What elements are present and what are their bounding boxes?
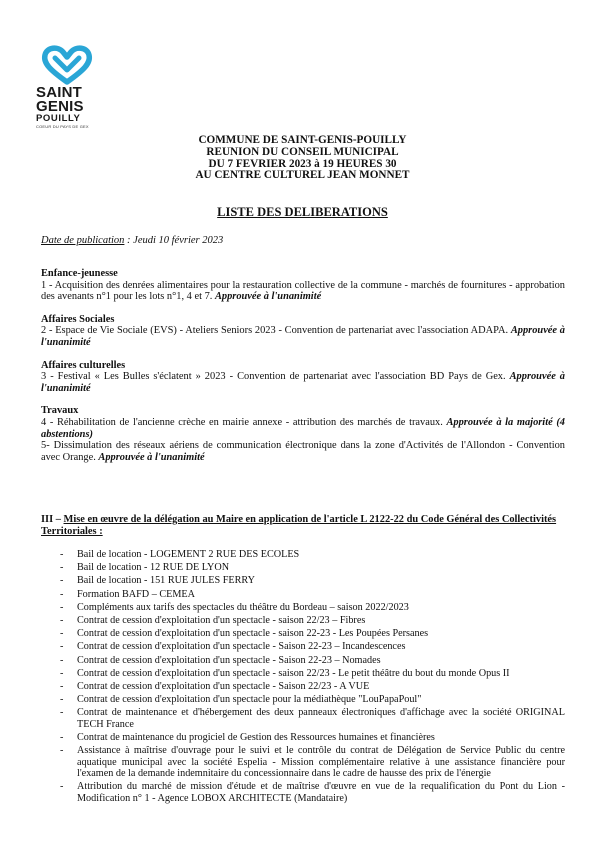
dash-bullet: -: [60, 562, 64, 574]
delegation-item: [41, 641, 565, 652]
deliberation-item: [41, 417, 565, 440]
header-line-2: REUNION DU CONSEIL MUNICIPAL: [206, 145, 399, 158]
delegation-text: Contrat de cession d'exploitation d'un spectacle - Saison 22-23 – Incandescences: [77, 641, 406, 653]
logo-text-line3: POUILLY: [36, 113, 81, 124]
delegation-item: [41, 745, 565, 779]
delegation-item: [41, 575, 565, 586]
delegation-item: [41, 694, 565, 705]
delegation-item: [41, 549, 565, 560]
part-three-prefix: III –: [41, 514, 64, 525]
dash-bullet: -: [60, 694, 64, 706]
deliberation-text: 5- Dissimulation des réseaux aériens de communication électronique dans la zone d'Activités de l'Allondon - Convention avec Orange.: [41, 440, 565, 463]
vote-status: Approuvée à l'unanimité: [41, 325, 566, 348]
section-travaux: [41, 405, 565, 463]
document-title-wrap: [0, 205, 595, 220]
delegation-text: Contrat de cession d'exploitation d'un spectacle - Saison 22/23 - A VUE: [77, 681, 370, 693]
deliberation-item: [41, 280, 565, 303]
publication-value: : Jeudi 10 février 2023: [124, 235, 224, 246]
part-three-heading: [41, 514, 565, 538]
dash-bullet: -: [60, 654, 64, 666]
vote-status: Approuvée à l'unanimité: [214, 291, 322, 303]
deliberations-list: [41, 268, 565, 474]
delegation-item: [41, 781, 565, 804]
delegation-item: [41, 681, 565, 692]
deliberation-text: 1 - Acquisition des denrées alimentaires pour la restauration collective de la commune - marchés de fournitures - approbation des avenants n°1 pour les lots n°1, 4 et 7.: [41, 279, 565, 303]
section-title: Enfance-jeunesse: [41, 268, 118, 279]
header-line-3: DU 7 FEVRIER 2023 à 19 HEURES 30: [208, 157, 397, 170]
deliberation-item: [41, 440, 565, 463]
part-three-title: Mise en œuvre de la délégation au Maire en application de l'article L 2122-22 du Code Général des Collectivités Territoriales :: [41, 514, 557, 537]
vote-status: Approuvée à l'unanimité: [98, 451, 205, 463]
dash-bullet: -: [60, 667, 64, 679]
delegation-text: Contrat de cession d'exploitation d'un spectacle - saison 22/23 – Fibres: [77, 615, 366, 627]
header-line-1: COMMUNE DE SAINT-GENIS-POUILLY: [198, 134, 407, 146]
delegation-text: Contrat de cession d'exploitation d'un spectacle pour la médiathèque "LouPapaPoul": [77, 694, 422, 706]
dash-bullet: -: [60, 707, 64, 719]
delegation-item: [41, 602, 565, 613]
delegation-item: [41, 562, 565, 573]
delegation-list: [41, 549, 565, 806]
section-title: Affaires culturelles: [41, 359, 126, 371]
document-title: LISTE DES DELIBERATIONS: [217, 205, 388, 219]
section-title: Affaires Sociales: [41, 313, 115, 325]
heart-logo-icon: [40, 44, 94, 86]
dash-bullet: -: [60, 641, 64, 653]
deliberation-item: [41, 325, 565, 348]
delegation-text: Assistance à maîtrise d'ouvrage pour le suivi et le contrôle du contrat de Délégation de Service Public du centre aquatique municipal avec la société Espelia - Mission complémentaire relative à une assistance financière pour l'examen de la demande indemnitaire du concessionnaire dans le cadre de hausse des prix de l'énergie: [77, 745, 565, 780]
dash-bullet: -: [60, 628, 64, 640]
delegation-item: [41, 668, 565, 679]
delegation-text: Contrat de maintenance et d'hébergement des deux panneaux électroniques d'affichage avec la société ORIGINAL TECH France: [77, 707, 565, 730]
dash-bullet: -: [60, 588, 64, 600]
delegation-text: Bail de location - 12 RUE DE LYON: [77, 562, 230, 574]
vote-status: Approuvée à l'unanimité: [41, 371, 566, 394]
dash-bullet: -: [60, 601, 64, 613]
delegation-text: Formation BAFD – CEMEA: [77, 588, 196, 600]
logo-text-line1: SAINT: [36, 84, 82, 101]
section-enfance-jeunesse: [41, 268, 565, 303]
document-header: [0, 135, 595, 182]
delegation-item: [41, 732, 565, 743]
deliberation-text: 3 - Festival « Les Bulles s'éclatent » 2023 - Convention de partenariat avec l'association BD Pays de Gex.: [41, 371, 510, 383]
delegation-text: Contrat de cession d'exploitation d'un spectacle - Saison 22-23 – Nomades: [77, 654, 381, 666]
section-title: Travaux: [41, 405, 79, 417]
delegation-text: Contrat de cession d'exploitation d'un spectacle - saison 22/23 - Le petit théâtre du bout du monde Opus II: [77, 667, 510, 679]
logo-text-line2: GENIS: [36, 98, 84, 115]
delegation-item: [41, 628, 565, 639]
header-line-4: AU CENTRE CULTUREL JEAN MONNET: [195, 169, 410, 182]
dash-bullet: -: [60, 575, 64, 587]
delegation-item: [41, 589, 565, 600]
delegation-text: Bail de location - 151 RUE JULES FERRY: [77, 575, 255, 587]
section-affaires-culturelles: [41, 360, 565, 395]
deliberation-text: 2 - Espace de Vie Sociale (EVS) - Ateliers Seniors 2023 - Convention de partenariat avec l'association ADAPA.: [41, 325, 511, 337]
delegation-item: [41, 707, 565, 730]
deliberation-item: [41, 371, 565, 394]
dash-bullet: -: [60, 745, 64, 757]
dash-bullet: -: [60, 615, 64, 627]
dash-bullet: -: [60, 681, 64, 693]
delegation-text: Compléments aux tarifs des spectacles du théâtre du Bordeau – saison 2022/2023: [77, 601, 409, 613]
dash-bullet: -: [60, 732, 64, 744]
publication-date: [41, 235, 223, 246]
delegation-item: [41, 615, 565, 626]
delegation-text: Contrat de cession d'exploitation d'un spectacle - saison 22-23 - Les Poupées Persanes: [77, 628, 429, 640]
section-affaires-sociales: [41, 314, 565, 349]
logo-tagline: COEUR DU PAYS DE GEX: [36, 124, 89, 129]
delegation-item: [41, 655, 565, 666]
delegation-text: Contrat de maintenance du progiciel de Gestion des Ressources humaines et financières: [77, 732, 435, 744]
publication-label: Date de publication: [41, 235, 125, 246]
dash-bullet: -: [60, 549, 64, 560]
logo: [36, 44, 98, 130]
delegation-text: Bail de location - LOGEMENT 2 RUE DES ECOLES: [77, 549, 300, 560]
dash-bullet: -: [60, 781, 64, 793]
delegation-text: Attribution du marché de mission d'étude et de maîtrise d'œuvre en vue de la requalification du Pont du Lion - Modification n° 1 - Agence LOBOX ARCHITECTE (Mandataire): [77, 781, 565, 804]
deliberation-text: 4 - Réhabilitation de l'ancienne crèche en mairie annexe - attribution des marchés de travaux.: [41, 416, 447, 428]
vote-status: Approuvée à la majorité (4 abstentions): [41, 416, 565, 440]
